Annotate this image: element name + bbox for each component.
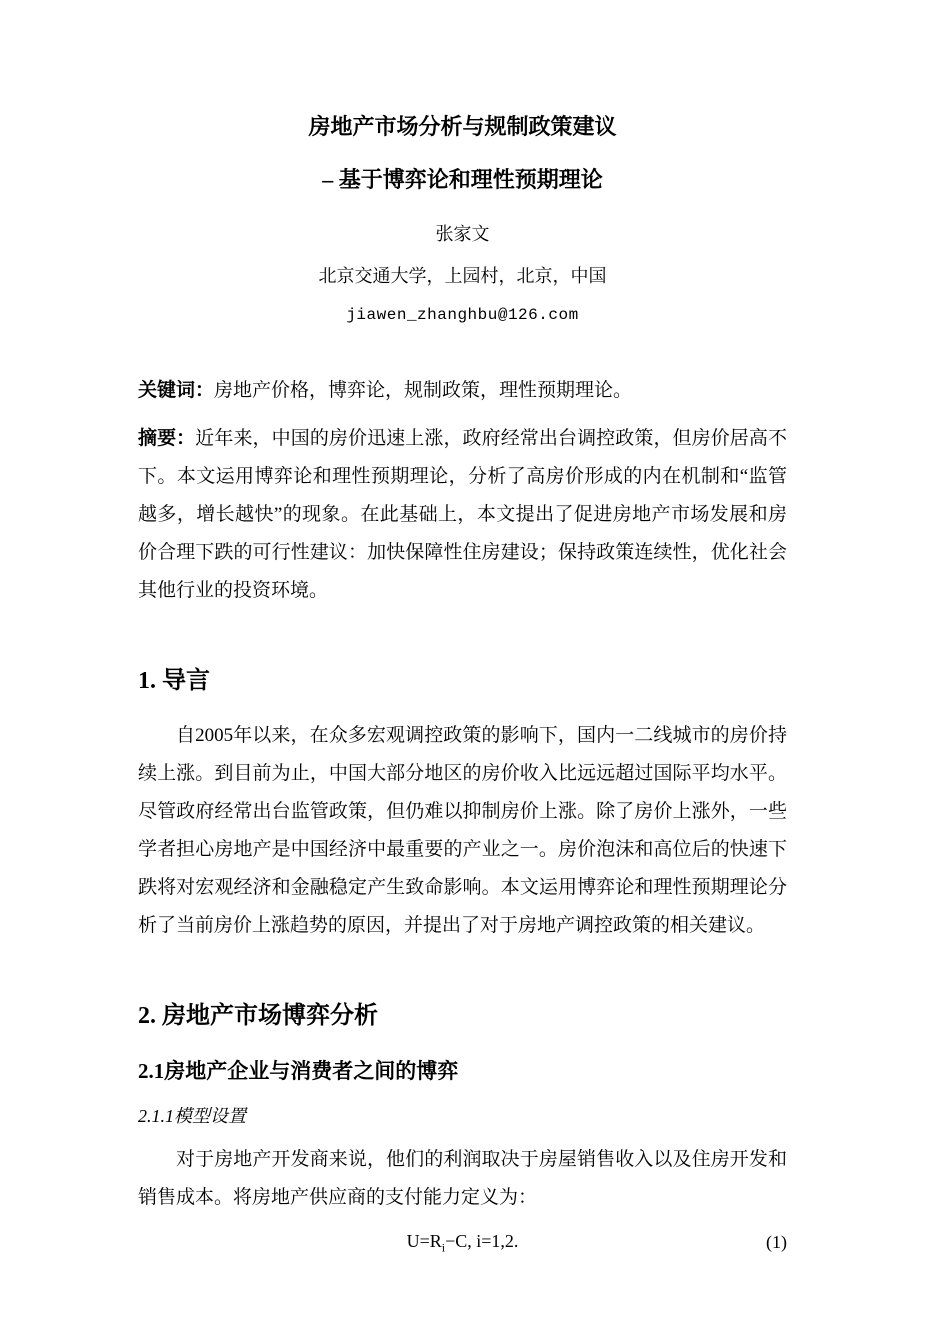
subsection-heading-developer-consumer-game: 2.1房地产企业与消费者之间的博弈 <box>138 1058 459 1083</box>
abstract-label: 摘要： <box>138 427 196 449</box>
section-heading-introduction: 1. 导言 <box>138 667 210 694</box>
keywords-line <box>138 372 787 410</box>
equation-body <box>186 1231 739 1256</box>
section-heading-game-analysis: 2. 房地产市场博弈分析 <box>138 1002 378 1029</box>
equation-number: (1) <box>766 1232 787 1253</box>
keywords-text: 房地产价格，博弈论，规制政策，理性预期理论。 <box>214 379 633 401</box>
author-email: jiawen_zhanghbu@126.com <box>346 305 579 324</box>
paper-title: 房地产市场分析与规制政策建议 <box>308 114 617 139</box>
author-affiliation: 北京交通大学，上园村，北京，中国 <box>318 265 607 286</box>
abstract-text: 近年来，中国的房价迅速上涨，政府经常出台调控政策，但房价居高不下。本文运用博弈论和理性预期理论，分析了高房价形成的内在机制和“监管越多，增长越快”的现象。在此基础上，本文提出了促进房地产市场发展和房价合理下跌的可行性建议：加快保障性住房建设；保持政策连续性，优化社会其他行业的投资环境。 <box>138 427 787 601</box>
model-setup-paragraph: 对于房地产开发商来说，他们的利润取决于房屋销售收入以及住房开发和销售成本。将房地产供应商的支付能力定义为： <box>138 1148 787 1208</box>
paper-subtitle: – 基于博弈论和理性预期理论 <box>322 166 603 192</box>
keywords-label: 关键词： <box>138 379 215 401</box>
equation-term-pre: U=R <box>406 1230 442 1251</box>
author-name: 张家文 <box>435 223 490 244</box>
equation-1 <box>138 1231 787 1256</box>
abstract-paragraph <box>138 420 787 610</box>
subsubsection-heading-model-setup: 2.1.1模型设置 <box>138 1106 246 1127</box>
equation-subscript: i <box>441 1240 446 1255</box>
equation-term-post: −C, i=1,2. <box>445 1230 519 1251</box>
introduction-paragraph: 自2005年以来，在众多宏观调控政策的影响下，国内一二线城市的房价持续上涨。到目前为止，中国大部分地区的房价收入比远远超过国际平均水平。尽管政府经常出台监管政策，但仍难以抑制房价上涨。除了房价上涨外，一些学者担心房地产是中国经济中最重要的产业之一。房价泡沫和高位后的快速下跌将对宏观经济和金融稳定产生致命影响。本文运用博弈论和理性预期理论分析了当前房价上涨趋势的原因，并提出了对于房地产调控政策的相关建议。 <box>138 724 787 936</box>
